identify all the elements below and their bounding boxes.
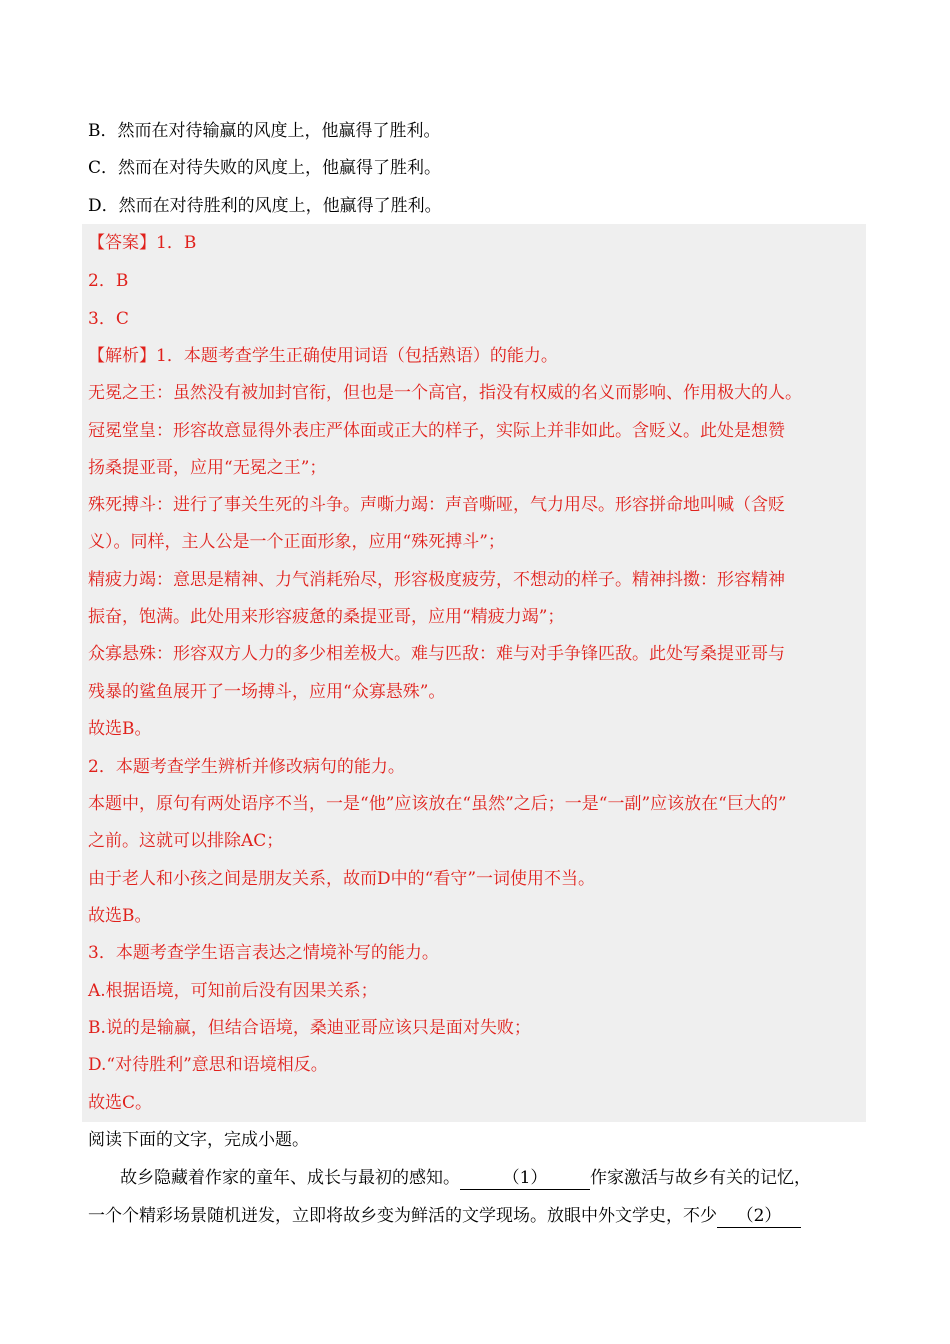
blank-2: （2） <box>717 1205 801 1228</box>
passage-text: 故乡隐藏着作家的童年、成长与最初的感知。 <box>120 1168 460 1188</box>
reading-instruction: 阅读下面的文字，完成小题。 <box>88 1130 309 1150</box>
analysis-q3-line: A.根据语境，可知前后没有因果关系； <box>88 981 378 1001</box>
option-d: D．然而在对待胜利的风度上，他赢得了胜利。 <box>88 196 442 216</box>
analysis-q3-conclusion: 故选C。 <box>88 1093 153 1113</box>
passage-line-1 <box>120 1166 811 1190</box>
passage-text: 作家激活与故乡有关的记忆， <box>590 1168 811 1188</box>
blank-1: （1） <box>460 1167 590 1190</box>
analysis-q1-line: 众寡悬殊：形容双方人力的多少相差极大。难与匹敌：难与对手争锋匹敌。此处写桑提亚哥与 <box>88 644 785 664</box>
analysis-q3-header: 3．本题考查学生语言表达之情境补写的能力。 <box>88 943 439 963</box>
answer-3: 3．C <box>88 309 129 329</box>
analysis-q1-line: 扬桑提亚哥，应用“无冕之王”； <box>88 458 327 478</box>
answer-2: 2．B <box>88 271 129 291</box>
analysis-q1-line: 冠冕堂皇：形容故意显得外表庄严体面或正大的样子，实际上并非如此。含贬义。此处是想赞 <box>88 421 785 441</box>
option-c: C．然而在对待失败的风度上，他赢得了胜利。 <box>88 158 442 178</box>
option-b: B．然而在对待输赢的风度上，他赢得了胜利。 <box>88 121 441 141</box>
analysis-q1-line: 殊死搏斗：进行了事关生死的斗争。声嘶力竭：声音嘶哑，气力用尽。形容拼命地叫喊（含贬 <box>88 495 785 515</box>
analysis-q2-line: 之前。这就可以排除AC； <box>88 831 284 851</box>
analysis-q2-header: 2．本题考查学生辨析并修改病句的能力。 <box>88 757 405 777</box>
analysis-q1-line: 精疲力竭：意思是精神、力气消耗殆尽，形容极度疲劳，不想动的样子。精神抖擞：形容精神 <box>88 570 785 590</box>
analysis-q2-line: 本题中，原句有两处语序不当，一是“他”应该放在“虽然”之后；一是“一副”应该放在“巨大的” <box>88 794 787 814</box>
passage-text: 一个个精彩场景随机迸发，立即将故乡变为鲜活的文学现场。放眼中外文学史，不少 <box>88 1206 717 1226</box>
analysis-q3-line: B.说的是输赢，但结合语境，桑迪亚哥应该只是面对失败； <box>88 1018 531 1038</box>
answer-header: 【答案】1．B <box>88 233 197 253</box>
passage-line-2 <box>88 1204 801 1228</box>
analysis-q1-conclusion: 故选B。 <box>88 719 152 739</box>
analysis-q1-line: 振奋，饱满。此处用来形容疲惫的桑提亚哥，应用“精疲力竭”； <box>88 607 565 627</box>
analysis-q3-line: D.“对待胜利”意思和语境相反。 <box>88 1055 328 1075</box>
analysis-header: 【解析】1．本题考查学生正确使用词语（包括熟语）的能力。 <box>88 346 558 366</box>
analysis-q2-conclusion: 故选B。 <box>88 906 152 926</box>
analysis-q1-line: 义）。同样，主人公是一个正面形象，应用“殊死搏斗”； <box>88 532 505 552</box>
analysis-q1-line: 残暴的鲨鱼展开了一场搏斗，应用“众寡悬殊”。 <box>88 682 446 702</box>
analysis-q1-line: 无冕之王：虽然没有被加封官衔，但也是一个高官，指没有权威的名义而影响、作用极大的人。 <box>88 383 802 403</box>
analysis-q2-line: 由于老人和小孩之间是朋友关系，故而D中的“看守”一词使用不当。 <box>88 869 596 889</box>
